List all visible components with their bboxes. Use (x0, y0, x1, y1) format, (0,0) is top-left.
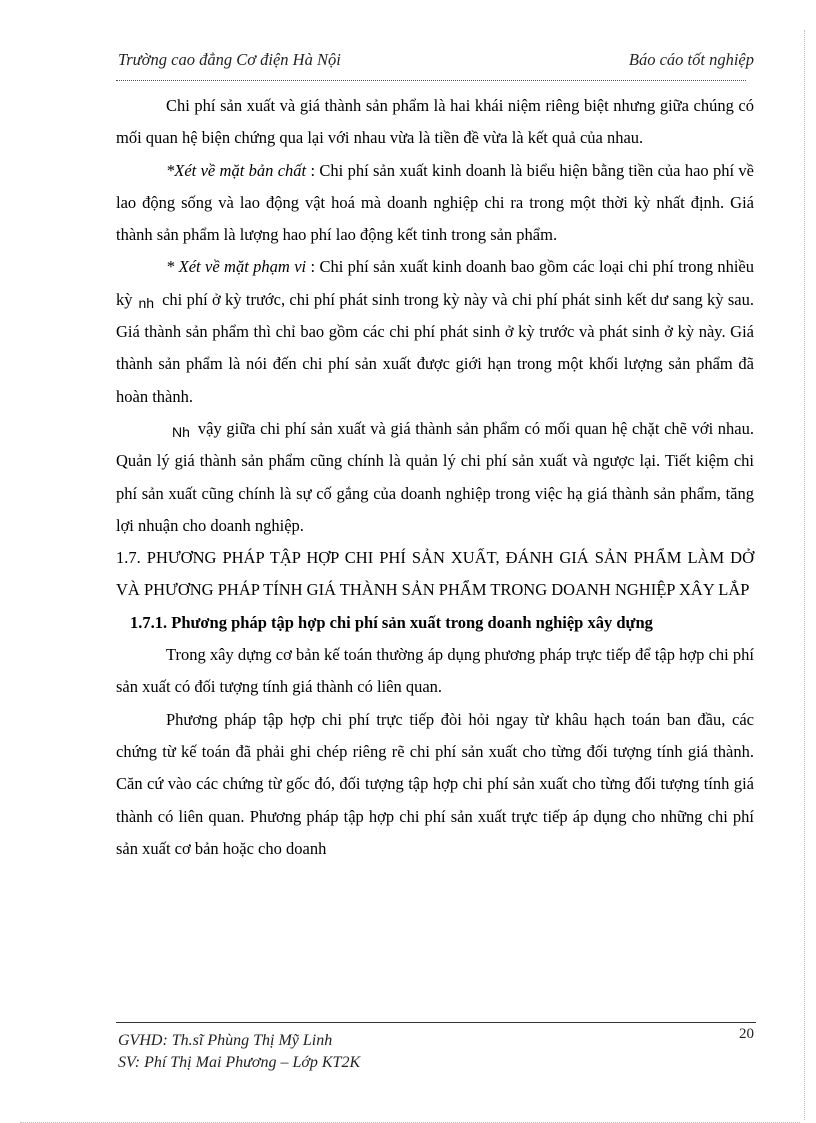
fragment-nh: nh (138, 294, 155, 311)
footer-divider (116, 1022, 756, 1023)
page-header (118, 50, 754, 74)
text-nature: : Chi phí sản xuất kinh doanh là biểu hiện bằng tiền của hao phí về lao động sống và lao động vật hoá mà doanh nghiệp chi ra trong một thời kỳ nhất định. Giá thành sản phẩm là lượng hao phí lao động kết tinh trong sản phẩm. (116, 160, 754, 245)
text-scope-a: : Chi phí sản xuất kinh doanh bao gồm các loại chi phí trong nhiều kỳ (116, 257, 754, 309)
label-scope: * Xét về mặt phạm vi (166, 257, 307, 277)
footer-advisor: GVHD: Th.sĩ Phùng Thị Mỹ Linh (118, 1032, 333, 1049)
footer-student: SV: Phí Thị Mai Phương – Lớp KT2K (118, 1054, 361, 1071)
paragraph-scope (116, 251, 754, 412)
paragraph-intro: Chi phí sản xuất và giá thành sản phẩm là hai khái niệm riêng biệt nhưng giữa chúng có mối quan hệ biện chứng qua lại với nhau vừa là tiền đề vừa là kết quả của nhau. (116, 96, 754, 148)
page-number: 20 (739, 1026, 754, 1042)
paragraph-nature (116, 155, 754, 252)
paragraph-method-detail: Phương pháp tập hợp chi phí trực tiếp đòi hỏi ngay từ khâu hạch toán ban đầu, các chứng từ kế toán đã phải ghi chép riêng rẽ chi phí sản xuất cho từng đối tượng tính giá thành. Căn cứ vào các chứng từ gốc đó, đối tượng tập hợp chi phí sản xuất cho từng đối tượng tính giá thành có liên quan. Phương pháp tập hợp chi phí sản xuất trực tiếp áp dụng cho những chi phí sản xuất cơ bản hoặc cho doanh (116, 709, 754, 858)
paragraph-relation (116, 413, 754, 542)
header-school: Trường cao đẳng Cơ điện Hà Nội (118, 50, 341, 69)
paragraph-method-intro: Trong xây dựng cơ bản kế toán thường áp dụng phương pháp trực tiếp để tập hợp chi phí sản xuất có đối tượng tính giá thành có liên quan. (116, 645, 754, 697)
text-relation: vậy giữa chi phí sản xuất và giá thành sản phẩm có mối quan hệ chặt chẽ với nhau. Quản lý giá thành sản phẩm cũng chính là quản lý chi phí sản xuất và ngược lại. Tiết kiệm chi phí sản xuất cũng chính là sự cố gắng của doanh nghiệp trong việc hạ giá thành sản phẩm, tăng lợi nhuận cho doanh nghiệp. (116, 418, 754, 535)
text-scope-b: chi phí ở kỳ trước, chi phí phát sinh trong kỳ này và chi phí phát sinh kết dư sang kỳ sau. Giá thành sản phẩm thì chỉ bao gồm các chi phí phát sinh ở kỳ trước và phát sinh ở kỳ này. Giá thành sản phẩm là nói đến chi phí sản xuất được giới hạn trong một khối lượng sản phẩm đã hoàn thành. (116, 289, 754, 406)
label-nature: *Xét về mặt bản chất (166, 160, 307, 180)
fragment-nh-cap: Nh (172, 423, 190, 440)
page-body (116, 90, 754, 865)
page-right-border (804, 30, 805, 1120)
subsection-heading-1-7-1: 1.7.1. Phương pháp tập hợp chi phí sản xuất trong doanh nghiệp xây dựng (130, 612, 653, 632)
header-divider (116, 80, 746, 81)
page-footer (118, 1030, 360, 1074)
section-heading-1-7: 1.7. PHƯƠNG PHÁP TẬP HỢP CHI PHÍ SẢN XUẤT, ĐÁNH GIÁ SẢN PHẨM LÀM DỞ VÀ PHƯƠNG PHÁP TÍNH GIÁ THÀNH SẢN PHẨM TRONG DOANH NGHIỆP XÂY LẮP (116, 548, 754, 600)
header-report-title: Báo cáo tốt nghiệp (628, 50, 754, 69)
